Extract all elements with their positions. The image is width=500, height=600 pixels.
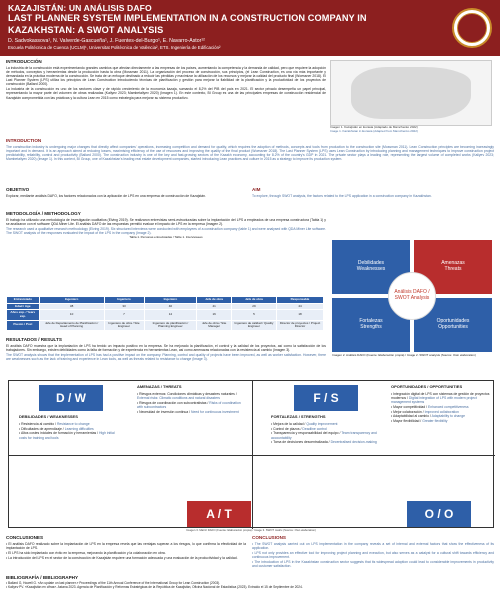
conclusion-item: • La introducción del LPS en el sector de la construcción de Kazajstán requiere una formación adecuada y una evaluación de la productividad y la calidad.: [6, 556, 246, 560]
title-line-3: KAZAKHSTAN: A SWOT ANALYSIS: [8, 24, 164, 35]
item-en: Need for continuous investment: [191, 409, 239, 414]
item-en: Adaptability to change: [431, 414, 465, 419]
table-cell: 40: [144, 303, 197, 310]
objective-section: [6, 186, 246, 199]
method-section: [6, 210, 326, 240]
table-cell: 10: [39, 310, 104, 320]
interviewees-table: [6, 296, 324, 331]
map-figure: [330, 60, 492, 126]
item-es: Mayor flexibilidad /: [393, 419, 422, 424]
bibliography-item: • Ballard G, Howell G. «An update on last planner.» Proceedings of the 11th Annual Conference of the International Group for Lean Construction (2003).: [6, 582, 494, 586]
item-en: Team transparency and accountability: [271, 431, 377, 440]
threats-label-box: A / T: [187, 501, 251, 527]
table-row-header: Edad / Age: [7, 303, 40, 310]
list-item: [391, 419, 491, 423]
table-header-cell: Responsable: [277, 297, 324, 304]
conclusions-es-section: [6, 534, 246, 561]
aim-en: To explore, through SWOT analysis, the factors related to the LPS application in a construction company in Kazakhstan.: [252, 193, 432, 198]
threats-list: [137, 392, 245, 414]
list-item: [19, 427, 119, 431]
item-en: Decentralised decision-making: [330, 440, 377, 445]
table-header-cell: Ingeniero: [39, 297, 104, 304]
item-en: Resistance to change: [56, 422, 90, 426]
list-item: [19, 431, 119, 439]
bibliography-item: • Kaliyev PV. «Kazajistán en cifras». Astana 2023. Agencia de Planificación y Reformas Estratégicas de la República de Kazajistán, Oficina Nacional de Estadística (2023). Extraído el 15 de Septiembre de 2024.: [6, 586, 494, 590]
table-cell: Jefe de Departamento de Planificación / Head of Planning: [39, 320, 104, 330]
intro-section: [6, 58, 326, 101]
title-line-1: KAZAJISTÁN: UN ANÁLISIS DAFO: [8, 3, 152, 13]
table-cell: 5: [231, 310, 276, 320]
kazakhstan-map-icon: [351, 67, 471, 119]
table-cell: Ingeniero de calidad / Quality Engineer: [231, 320, 276, 330]
figure-1-caption: [330, 126, 492, 133]
table-cell: 33: [104, 303, 144, 310]
table-header-cell: Jefe de obra: [197, 297, 232, 304]
figure-1-caption-en: Image 1. Kazakhstan in Eurasia (Adapted from Mamchenko 2022): [330, 128, 418, 133]
method-en: The research used a qualitative research methodology (Elving 2019). Six structured interviews were conducted with employees of a construction company (table 1) and were analysed with QDA Miner Lite software. The SWOT analysis of the responses evaluated the impact of the LPS in the company (Image 2).: [6, 226, 326, 236]
table-cell: 29: [231, 303, 276, 310]
item-es: Mejora de la calidad /: [273, 422, 306, 426]
method-heading: METODOLOGÍA / METHODOLOGY: [6, 211, 81, 216]
threats-quadrant: Amenazas Threats: [414, 240, 492, 294]
aim-section: [252, 186, 494, 199]
table-cell: Ingeniero de planificación / Planning Engineer: [144, 320, 197, 330]
figure-1-caption-es: Imagen 1. Kazajistán en Eurasia (Adaptado de Mamchenko 2022): [330, 125, 418, 129]
table-cell: 7: [104, 310, 144, 320]
logo-emblem: [457, 13, 487, 43]
strengths-label-box: F / S: [294, 385, 358, 411]
list-item: [137, 401, 245, 409]
item-en: High initial costs for training and tools: [19, 431, 115, 440]
conclusion-item: • El análisis DAFO realizado sobre la implantación de LPS en la empresa revela que las ventajas superan a los riesgos, lo que confirma la efectividad de la implantación de LPS.: [6, 542, 246, 550]
table-header-cell: Entrevistado: [7, 297, 40, 304]
strengths-heading: FORTALEZAS / STRENGTHS: [271, 414, 326, 419]
table-cell: Director de proyectos / Project Director: [277, 320, 324, 330]
list-item: [19, 422, 119, 426]
intro-es-1: La industria de la construcción está experimentando grandes cambios que afectan directamente a las empresas de los países, aumentando la competencia y la demanda de calidad, pero que requiere la adopción de métodos, conceptos y herramientas desde la producción hasta la obra (Mossman 2011). La organización del proceso de construcción, sus principios, (el Lean Construction, es una vía más importante y demandada en la práctica moderna de la construcción. Se trata de un enfoque destinado a reducir las pérdidas y maximizar la utilización de los recursos y mejorar la calidad del producto final (Woessner 2018). El Last Planner System (LPS) utiliza los principios de Lean Construction introduciendo técnicas de planificación y gestión para mejorar la fiabilidad de la planificación y la productividad de los proyectos de construcción (Ballard 2000).: [6, 65, 326, 87]
table-row: [7, 303, 324, 310]
intro-en: The construction industry is undergoing major changes that directly affect companies' operations, increasing competition and demand for quality, which requires the adoption of methods, concepts and tools from production to the construction site (Mossman 2011). Lean Construction principles are becoming increasingly important and in demand. It is an approach aimed at reducing losses, maximising efficiency of the use of resources and improving the quality of the final product (Woessner 2018). The Last Planner System (LPS) uses Lean Construction by introducing planning and management techniques to improve construction project predictability, reliability, control and productivity (Ballard 2000). The construction industry is one of the key and fast-growing sectors of the Kazakh economy, accounting for 8.2% of the country's GDP in 2021. The private sector plays a leading role, representing the largest volume of completed works (Kaliyev 2023; Mambetaliyev 2020) (Image 1). In this context, BI Group, one of Kazakhstan's leading real estate development companies, started introducing Lean practices and culture in 2015 as a strategy to improve its production system.: [6, 144, 494, 162]
list-item: [271, 427, 381, 431]
list-item: [137, 410, 245, 414]
strengths-quadrant: Fortalezas Strengths: [332, 298, 410, 352]
table-cell: 14: [144, 310, 197, 320]
intro-heading: INTRODUCCIÓN: [6, 59, 42, 64]
table-cell: 16: [197, 310, 232, 320]
intro-es-2: La industria de la construcción es uno de los sectores clave y de rápido crecimiento de la economía kazaja, sumando el 8,2% del PIB del país en 2021. El sector privado desempeña un papel principal, representando la mayor parte del volumen de obras realizadas (Kaliyev 2023; Mambetaliyev 2020) (Imagen 1). En este contexto, BI Group es una de las principales empresas de construcción residencial de Kazajstán comprometida con las prácticas y la cultura Lean en 2015 como estrategia para mejorar su sistema productivo.: [6, 87, 326, 100]
conclusions-en-section: [252, 534, 494, 569]
item-es: Mayor competitividad /: [393, 405, 428, 410]
conclusion-item: • The introduction of LPS in the Kazakhstan construction sector suggests that its widespread adoption could lead to considerable improvements in productivity and customer satisfaction.: [252, 560, 494, 568]
item-es: Riesgos de coordinación con subcontratistas /: [139, 400, 209, 405]
item-en: External risks: Climatic conditions and natural disasters: [137, 396, 220, 401]
item-es: Altos costes iniciales de formación y herramientas /: [20, 431, 99, 436]
title-line-2: LAST PLANNER SYSTEM IMPLEMENTATION IN A CONSTRUCTION COMPANY IN: [8, 13, 367, 24]
results-en: The SWOT analysis shows that the implementation of LPS has had a positive impact on the company. Planning, control and quality of projects have been improved, as well as worker satisfaction. However, there are weaknesses such as the lack of training and experience in Lean tools, as well as threats related to resistance to change (Image 3).: [6, 352, 326, 362]
university-logo: [452, 8, 492, 48]
conclusions-es-heading: CONCLUSIONES: [6, 535, 44, 540]
method-es: El trabajo ha utilizado una metodología de investigación cualitativa (Elving 2019). Se realizaron entrevistas semi-estructuradas sobre la implantación del LPS a empleados de una empresa constructora (Tabla 1) y se analizaron con el software QDA Miner Lite. El análisis DAFO de las respuestas permitió evaluar el impacto de LPS en la empresa (Imagen 2).: [6, 217, 326, 226]
item-es: Adaptabilidad al cambio /: [392, 414, 431, 419]
results-es: El análisis DAFO muestra que la implantación de LPS ha tenido un impacto positivo en la empresa. Se ha mejorado la planificación, el control y la calidad de los proyectos, así como la satisfacción de los trabajadores. Sin embargo, existen debilidades como la falta de formación y de experiencia en herramientas Lean, así como amenazas relacionadas con la resistencia al cambio (Imagen 3).: [6, 343, 326, 352]
item-en: Greater flexibility: [422, 419, 448, 424]
weaknesses-heading: DEBILIDADES / WEAKNESSES: [19, 414, 78, 419]
item-es: Necesidad de inversión continua /: [139, 409, 191, 414]
authors: D. Sadvokassova¹, N. Valverde-Gascueña¹, J. Fuentes-del-Burgo¹, E. Navarro-Astor¹²: [8, 37, 205, 44]
swot-diagram: [332, 240, 492, 352]
aim-heading: AIM: [252, 187, 261, 192]
list-item: [391, 392, 491, 404]
table-cell: Jefe de obra / Site Manager: [197, 320, 232, 330]
list-item: [391, 410, 491, 414]
results-section: [6, 336, 326, 362]
list-item: [271, 422, 381, 426]
matrix-horizontal-divider: [9, 455, 495, 456]
conclusion-item: • LPS not only provides an effective tool for improving project planning and execution, but also serves as a catalyst for a cultural shift towards efficiency and continuous improvement.: [252, 551, 494, 559]
conclusion-item: • The SWOT analysis carried out on LPS implementation in the company reveals a set of internal and external factors that show the effectiveness of its application.: [252, 542, 494, 550]
item-en: Improved collaboration: [424, 409, 459, 414]
list-item: [391, 405, 491, 409]
bibliography-heading: BIBLIOGRAFÍA / BIBLIOGRAPHY: [6, 575, 79, 580]
bibliography-section: [6, 574, 494, 590]
table-header-cell: Ingeniero: [144, 297, 197, 304]
item-en: Enhanced competitiveness: [428, 405, 469, 410]
item-es: Integración digital de LPS con sistemas de gestión de proyectos modernos /: [391, 392, 490, 401]
affiliation: Escuela Politécnica de Cuenca (UCLM)¹, Universitat Politècnica de València², ETS. Ingeniería de Edificación²: [8, 45, 221, 51]
swot-matrix: [8, 380, 494, 528]
table-row: [7, 320, 324, 330]
strengths-list: [271, 422, 381, 445]
table-header-row: [7, 297, 324, 304]
figure-3-caption: Imagen 3. Matriz DAFO (Fuente: Elaboración propia) / Image 3. SWOT matrix (Source: Own elaboration): [186, 528, 316, 532]
item-es: Control de plazos /: [273, 426, 302, 431]
weaknesses-list: [19, 422, 119, 440]
item-en: Digital integration of LPS with modern project management systems: [391, 396, 477, 405]
table-cell: 18: [277, 310, 324, 320]
item-es: Mejor colaboración /: [393, 409, 424, 414]
table-row-header: Años exp. / Years exp.: [7, 310, 40, 320]
list-item: [391, 414, 491, 418]
intro-en-section: [6, 137, 494, 162]
conclusions-en-heading: CONCLUSIONS: [252, 535, 286, 540]
item-es: Resistencia al cambio /: [21, 422, 57, 426]
item-en: Deadline control: [302, 426, 327, 431]
item-es: Toma de decisiones descentralizada /: [273, 440, 330, 445]
table-row: [7, 310, 324, 320]
list-item: [271, 431, 381, 439]
item-en: Quality improvement: [306, 422, 338, 426]
table-caption: Tabla 1. Personas entrevistadas / Table 1. Interviewees: [129, 235, 203, 240]
opportunities-heading: OPORTUNIDADES / OPPORTUNITIES: [391, 384, 463, 389]
results-heading: RESULTADOS / RESULTS: [6, 337, 62, 342]
table-cell: 41: [197, 303, 232, 310]
table-header-cell: Jefe de obra: [231, 297, 276, 304]
item-en: Learning difficulties: [64, 426, 94, 431]
table-cell: 44: [277, 303, 324, 310]
opportunities-list: [391, 392, 491, 424]
conclusion-item: • El LPS ha sido implantado con éxito en la empresa, mejorando la planificación y la colaboración en obra.: [6, 551, 246, 555]
weaknesses-label-box: D / W: [39, 385, 103, 411]
objective-es: Explorar, mediante análisis DAFO, los factores relacionados con la aplicación de LPS en una empresa de construcción de Kazajstán.: [6, 193, 206, 198]
figure-2-caption: Imagen 2. Análisis DAFO (Fuente: Elaboración propia) / Image 2. SWOT analysis (Source: Own elaboration): [332, 353, 476, 357]
intro-en-heading: INTRODUCTION: [6, 138, 42, 143]
swot-center-label: Análisis DAFO / SWOT Analysis: [388, 272, 436, 320]
table-row-header: Puesto / Post: [7, 320, 40, 330]
weaknesses-quadrant: Debilidades Weaknesses: [332, 240, 410, 294]
item-es: Riesgos externos: Condiciones climáticas y desastres naturales /: [139, 392, 237, 396]
item-en: Risks of coordination with subcontractors: [137, 400, 241, 410]
opportunities-quadrant: Oportunidades Opportunities: [414, 298, 492, 352]
item-es: Dificultades de aprendizaje /: [21, 426, 64, 431]
opportunities-label-box: O / O: [407, 501, 471, 527]
list-item: [271, 440, 381, 444]
list-item: [137, 392, 245, 400]
poster-header: [0, 0, 500, 56]
threats-heading: AMENAZAS / THREATS: [137, 384, 182, 389]
table-cell: 38: [39, 303, 104, 310]
table-header-cell: Ingeniero: [104, 297, 144, 304]
objective-heading: OBJETIVO: [6, 187, 30, 192]
item-es: Transparencia y responsabilidad del equipo /: [273, 431, 341, 436]
table-cell: Ingeniero de obra / Site Engineer: [104, 320, 144, 330]
